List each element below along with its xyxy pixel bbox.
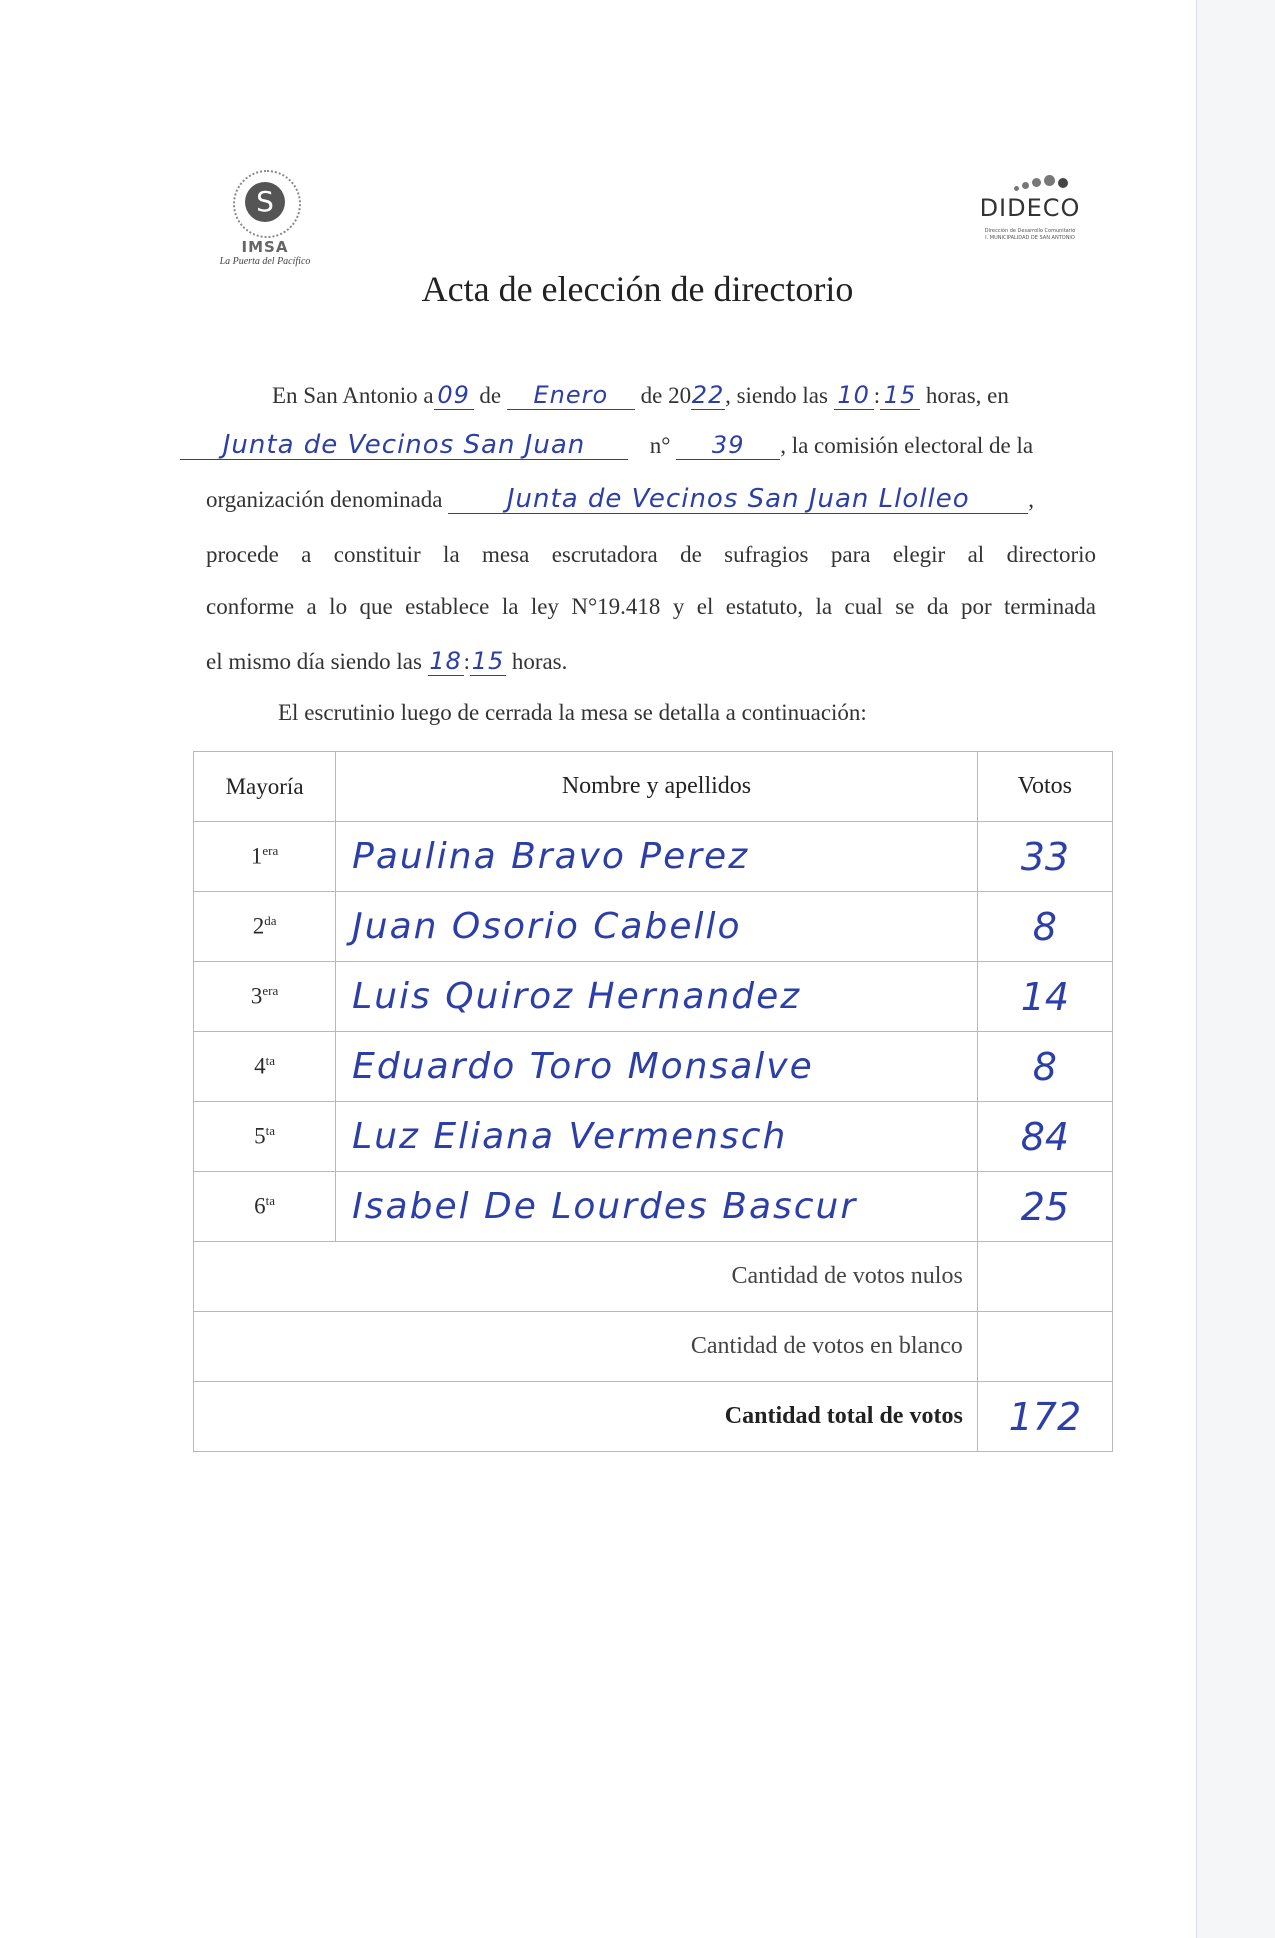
intro-line-6 xyxy=(206,648,567,676)
text-siendo-las: , siendo las xyxy=(725,383,828,408)
table-row xyxy=(194,1102,1113,1172)
text-numero: n° xyxy=(649,433,671,458)
filled-end-hour: 18 xyxy=(429,647,462,675)
blank-votes-value xyxy=(977,1312,1112,1382)
filled-start-minute: 15 xyxy=(883,381,917,409)
imsa-logo-name: IMSA xyxy=(241,238,289,256)
table-row xyxy=(194,822,1113,892)
text-mismo-dia: el mismo día siendo las xyxy=(206,649,422,674)
dideco-logo xyxy=(968,172,1092,252)
candidate-name: Eduardo Toro Monsalve xyxy=(336,1032,978,1102)
intro-line-1 xyxy=(272,382,1009,410)
intro-line-4: procede a constituir la mesa escrutadora de sufragios para elegir al directorio xyxy=(206,542,1096,567)
candidate-votes: 33 xyxy=(977,822,1112,892)
filled-day: 09 xyxy=(437,381,470,409)
header-votes: Votos xyxy=(977,752,1112,822)
dideco-logo-line1: Dirección de Desarrollo Comunitario xyxy=(984,228,1076,234)
candidate-votes: 8 xyxy=(977,1032,1112,1102)
blank-votes-row xyxy=(194,1312,1113,1382)
imsa-logo xyxy=(205,160,325,270)
intro-line-2 xyxy=(180,432,1033,460)
rank-cell: $2^{da}$ xyxy=(194,892,336,962)
table-row xyxy=(194,1172,1113,1242)
candidate-name: Paulina Bravo Perez xyxy=(336,822,978,892)
rank-cell: $5^{ta}$ xyxy=(194,1102,336,1172)
intro-line-7: El escrutinio luego de cerrada la mesa se detalla a continuación: xyxy=(278,700,867,725)
total-votes-value: 172 xyxy=(977,1382,1112,1452)
null-votes-label: Cantidad de votos nulos xyxy=(194,1242,978,1312)
text-de: de xyxy=(479,383,502,408)
null-votes-value xyxy=(977,1242,1112,1312)
candidate-name: Juan Osorio Cabello xyxy=(336,892,978,962)
text-en-san-antonio: En San Antonio a xyxy=(272,383,434,408)
filled-start-hour: 10 xyxy=(837,381,870,409)
intro-line-5: conforme a lo que establece la ley N°19.418 y el estatuto, la cual se da por terminada xyxy=(206,594,1096,619)
text-horas-en: horas, en xyxy=(925,383,1009,408)
filled-month: Enero xyxy=(533,381,609,409)
total-votes-label: Cantidad total de votos xyxy=(194,1382,978,1452)
dideco-logo-line2: I. MUNICIPALIDAD DE SAN ANTONIO xyxy=(985,235,1075,241)
filled-organization: Junta de Vecinos San Juan Llolleo xyxy=(506,484,970,514)
table-row xyxy=(194,962,1113,1032)
candidate-name: Luz Eliana Vermensch xyxy=(336,1102,978,1172)
total-votes-row xyxy=(194,1382,1113,1452)
rank-cell: $4^{ta}$ xyxy=(194,1032,336,1102)
filled-number: 39 xyxy=(711,431,745,459)
candidate-votes: 14 xyxy=(977,962,1112,1032)
rank-cell: $6^{ta}$ xyxy=(194,1172,336,1242)
text-organizacion-denominada: organización denominada xyxy=(206,487,443,512)
text-horas: horas. xyxy=(511,649,568,674)
header-rank: Mayoría xyxy=(194,752,336,822)
rank-cell: $3^{era}$ xyxy=(194,962,336,1032)
candidate-votes: 8 xyxy=(977,892,1112,962)
table-row xyxy=(194,892,1113,962)
filled-end-minute: 15 xyxy=(471,647,505,675)
document-title: Acta de elección de directorio xyxy=(421,269,854,309)
candidate-name: Isabel De Lourdes Bascur xyxy=(336,1172,978,1242)
imsa-logo-motto: La Puerta del Pacífico xyxy=(219,256,311,267)
filled-place: Junta de Vecinos San Juan xyxy=(222,430,586,460)
table-header-row xyxy=(194,752,1113,822)
candidate-votes: 84 xyxy=(977,1102,1112,1172)
results-table xyxy=(193,751,1113,1452)
dideco-dots-icon xyxy=(1008,172,1068,194)
imsa-emblem-icon: S xyxy=(245,182,285,222)
header-name: Nombre y apellidos xyxy=(336,752,978,822)
null-votes-row xyxy=(194,1242,1113,1312)
candidate-votes: 25 xyxy=(977,1172,1112,1242)
blank-votes-label: Cantidad de votos en blanco xyxy=(194,1312,978,1382)
table-row xyxy=(194,1032,1113,1102)
text-comma: , xyxy=(1028,487,1035,512)
text-colon-end: : xyxy=(463,649,471,674)
candidate-name: Luis Quiroz Hernandez xyxy=(336,962,978,1032)
text-year-prefix: de 20 xyxy=(640,383,692,408)
dideco-logo-name: DIDECO xyxy=(979,194,1081,222)
intro-line-3 xyxy=(206,486,1034,514)
text-comision-electoral: , la comisión electoral de la xyxy=(780,433,1034,458)
rank-cell: $1^{era}$ xyxy=(194,822,336,892)
text-colon: : xyxy=(873,383,881,408)
filled-year: 22 xyxy=(691,381,725,409)
